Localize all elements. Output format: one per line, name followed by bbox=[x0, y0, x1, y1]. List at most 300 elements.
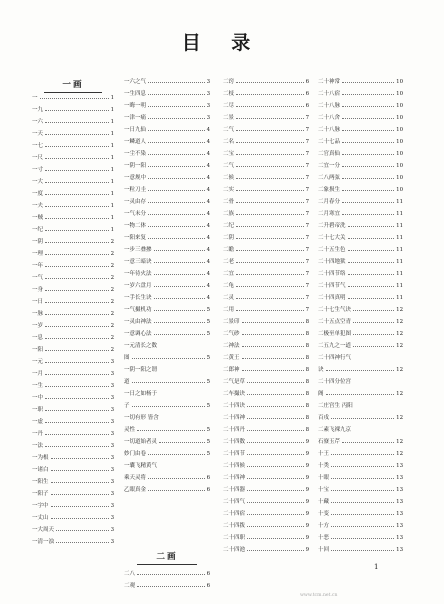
toc-entry[interactable] bbox=[32, 394, 114, 403]
toc-entry[interactable] bbox=[223, 330, 309, 339]
toc-entry-title: 一日九仙 bbox=[124, 127, 147, 133]
toc-entry-page: 4 bbox=[206, 175, 210, 181]
toc-entry[interactable] bbox=[223, 126, 309, 135]
toc-entry-title: 二十八舍 bbox=[318, 115, 341, 121]
toc-entry[interactable] bbox=[223, 174, 309, 183]
toc-entry-title: 二气砂 bbox=[223, 331, 240, 337]
toc-entry-title: 子 bbox=[124, 403, 130, 409]
toc-entry-page: 8 bbox=[305, 403, 309, 409]
dot-leader bbox=[331, 502, 394, 503]
toc-entry[interactable] bbox=[318, 402, 403, 411]
toc-entry[interactable] bbox=[124, 138, 210, 147]
toc-entry[interactable] bbox=[223, 114, 309, 123]
toc-entry-title: 十宝 bbox=[318, 487, 330, 493]
toc-entry-page: 2 bbox=[110, 251, 114, 257]
toc-entry[interactable] bbox=[318, 354, 403, 363]
toc-entry-page: 13 bbox=[396, 487, 403, 493]
toc-entry-title: 一元清长之数 bbox=[124, 343, 158, 349]
toc-entry-page: 5 bbox=[206, 331, 210, 337]
toc-entry[interactable] bbox=[318, 210, 403, 219]
dot-leader bbox=[353, 310, 394, 311]
toc-entry-page: 10 bbox=[396, 139, 403, 145]
toc-entry[interactable] bbox=[318, 186, 403, 195]
toc-entry[interactable] bbox=[223, 486, 309, 495]
dot-leader bbox=[242, 358, 304, 359]
dot-leader bbox=[45, 194, 109, 195]
toc-entry[interactable] bbox=[32, 250, 114, 259]
toc-entry[interactable] bbox=[223, 90, 309, 99]
toc-entry[interactable] bbox=[32, 358, 114, 367]
toc-entry-page: 10 bbox=[396, 175, 403, 181]
toc-entry[interactable] bbox=[124, 582, 210, 591]
toc-entry[interactable] bbox=[223, 522, 309, 531]
dot-leader bbox=[45, 314, 109, 315]
toc-entry[interactable] bbox=[124, 114, 210, 123]
toc-entry[interactable] bbox=[32, 238, 114, 247]
toc-entry-page: 3 bbox=[110, 503, 114, 509]
toc-entry[interactable] bbox=[318, 438, 403, 447]
toc-entry[interactable] bbox=[223, 246, 309, 255]
toc-entry-title: 一阳 bbox=[32, 347, 44, 353]
toc-entry[interactable] bbox=[124, 342, 210, 351]
dot-leader bbox=[45, 170, 109, 171]
toc-entry[interactable] bbox=[223, 270, 309, 279]
dot-leader bbox=[148, 154, 205, 155]
toc-entry[interactable] bbox=[124, 450, 210, 459]
toc-entry-title: 二庄宫生 丙阳 bbox=[318, 403, 353, 409]
toc-entry[interactable] bbox=[32, 190, 114, 199]
toc-entry[interactable] bbox=[32, 346, 114, 355]
dot-leader bbox=[45, 278, 109, 279]
toc-entry[interactable] bbox=[318, 258, 403, 267]
toc-entry[interactable] bbox=[124, 258, 210, 267]
toc-entry[interactable] bbox=[124, 282, 210, 291]
toc-entry[interactable] bbox=[32, 310, 114, 319]
dot-leader bbox=[342, 106, 394, 107]
toc-entry-page: 9 bbox=[305, 451, 309, 457]
toc-entry[interactable] bbox=[32, 286, 114, 295]
toc-entry-title: 二老 bbox=[223, 259, 235, 265]
dot-leader bbox=[45, 182, 109, 183]
toc-entry[interactable] bbox=[124, 150, 210, 159]
toc-entry[interactable] bbox=[124, 462, 210, 471]
toc-entry-page: 10 bbox=[396, 151, 403, 157]
toc-entry[interactable] bbox=[223, 438, 309, 447]
toc-entry-title: 一意规中 bbox=[124, 175, 147, 181]
toc-entry[interactable] bbox=[32, 214, 114, 223]
toc-entry[interactable] bbox=[124, 378, 210, 387]
toc-entry-page: 6 bbox=[305, 103, 309, 109]
toc-entry[interactable] bbox=[318, 462, 403, 471]
toc-entry-title: 妙门由卷 bbox=[124, 451, 147, 457]
toc-entry-title: 二十四神 bbox=[223, 415, 246, 421]
toc-entry[interactable] bbox=[318, 138, 403, 147]
toc-entry[interactable] bbox=[223, 546, 309, 555]
toc-entry[interactable] bbox=[32, 454, 114, 463]
toc-entry[interactable] bbox=[124, 354, 210, 363]
toc-entry[interactable] bbox=[223, 306, 309, 315]
dot-leader bbox=[148, 454, 205, 455]
toc-entry-page: 4 bbox=[206, 271, 210, 277]
toc-entry[interactable] bbox=[124, 162, 210, 171]
toc-entry-page: 7 bbox=[305, 187, 309, 193]
toc-entry[interactable] bbox=[32, 166, 114, 175]
toc-entry-title: 二十五点空青 bbox=[318, 319, 352, 325]
dot-leader bbox=[353, 334, 394, 335]
dot-leader bbox=[236, 154, 304, 155]
toc-entry-page: 10 bbox=[396, 163, 403, 169]
toc-entry[interactable] bbox=[32, 202, 114, 211]
toc-entry-title: 二十四宿 bbox=[223, 511, 246, 517]
toc-entry-title: 一天 bbox=[32, 131, 44, 137]
dot-leader bbox=[154, 334, 205, 335]
toc-entry[interactable] bbox=[223, 474, 309, 483]
dot-leader bbox=[236, 190, 304, 191]
toc-entry-title: 二十四节 bbox=[223, 451, 246, 457]
toc-entry[interactable] bbox=[32, 154, 114, 163]
toc-entry[interactable] bbox=[318, 378, 403, 387]
dot-leader bbox=[331, 478, 394, 479]
toc-entry[interactable] bbox=[318, 150, 403, 159]
toc-entry-page: 11 bbox=[396, 223, 403, 229]
toc-entry[interactable] bbox=[318, 90, 403, 99]
toc-entry[interactable] bbox=[318, 162, 403, 171]
toc-entry[interactable] bbox=[318, 474, 403, 483]
toc-entry-page: 4 bbox=[206, 199, 210, 205]
dot-leader bbox=[40, 98, 109, 99]
toc-entry[interactable] bbox=[124, 234, 210, 243]
toc-entry[interactable] bbox=[32, 466, 114, 475]
toc-entry[interactable] bbox=[32, 178, 114, 187]
toc-entry-page: 5 bbox=[206, 379, 210, 385]
toc-entry[interactable] bbox=[32, 526, 114, 535]
dot-leader bbox=[56, 530, 109, 531]
toc-entry[interactable] bbox=[223, 462, 309, 471]
toc-entry[interactable] bbox=[124, 90, 210, 99]
toc-entry[interactable] bbox=[318, 306, 403, 315]
toc-entry[interactable] bbox=[124, 474, 210, 483]
dot-leader bbox=[45, 218, 109, 219]
dot-leader bbox=[132, 406, 205, 407]
toc-entry[interactable] bbox=[223, 282, 309, 291]
toc-entry-title: 二升碧帝洗 bbox=[318, 223, 346, 229]
toc-entry[interactable] bbox=[223, 162, 309, 171]
toc-entry[interactable] bbox=[318, 414, 403, 423]
toc-entry[interactable] bbox=[318, 78, 403, 87]
toc-entry-page: 1 bbox=[110, 107, 114, 113]
toc-entry[interactable] bbox=[124, 222, 210, 231]
dot-leader bbox=[236, 262, 304, 263]
toc-entry[interactable] bbox=[32, 490, 114, 499]
toc-entry[interactable] bbox=[223, 402, 309, 411]
dot-leader bbox=[331, 550, 394, 551]
toc-entry-title: 一职 bbox=[32, 407, 44, 413]
toc-entry-page: 10 bbox=[396, 79, 403, 85]
toc-entry-title: 一诸白 bbox=[32, 467, 49, 473]
toc-entry-title: 一灵由存 bbox=[124, 199, 147, 205]
toc-entry-title: 二龟 bbox=[223, 283, 235, 289]
toc-entry[interactable] bbox=[32, 118, 114, 127]
dot-leader bbox=[331, 526, 394, 527]
dot-leader bbox=[45, 302, 109, 303]
toc-entry-title: 一步三叠掺 bbox=[124, 247, 152, 253]
toc-entry[interactable] bbox=[223, 78, 309, 87]
toc-entry[interactable] bbox=[124, 570, 210, 579]
dot-leader bbox=[45, 146, 109, 147]
toc-entry-page: 10 bbox=[396, 187, 403, 193]
dot-leader bbox=[326, 394, 395, 395]
toc-entry-page: 3 bbox=[110, 491, 114, 497]
toc-entry-title: 二窍 bbox=[223, 79, 235, 85]
toc-entry[interactable] bbox=[318, 366, 403, 375]
toc-entry[interactable] bbox=[124, 438, 210, 447]
toc-entry[interactable] bbox=[32, 226, 114, 235]
toc-entry[interactable] bbox=[318, 450, 403, 459]
toc-entry[interactable] bbox=[32, 142, 114, 151]
toc-entry[interactable] bbox=[124, 414, 210, 423]
toc-entry-title: 诀 bbox=[318, 367, 324, 373]
toc-entry[interactable] bbox=[223, 390, 309, 399]
toc-entry[interactable] bbox=[318, 534, 403, 543]
dot-leader bbox=[45, 422, 109, 423]
toc-entry[interactable] bbox=[223, 450, 309, 459]
toc-entry-title: 一灵由神法 bbox=[124, 319, 152, 325]
dot-leader bbox=[342, 178, 394, 179]
toc-entry-page: 2 bbox=[110, 299, 114, 305]
toc-entry[interactable] bbox=[124, 246, 210, 255]
toc-entry[interactable] bbox=[318, 222, 403, 231]
toc-entry[interactable] bbox=[318, 546, 403, 555]
toc-entry[interactable] bbox=[124, 486, 210, 495]
toc-entry[interactable] bbox=[32, 538, 114, 547]
dot-leader bbox=[242, 322, 304, 323]
toc-entry[interactable] bbox=[223, 150, 309, 159]
toc-entry-page: 3 bbox=[110, 467, 114, 473]
toc-entry-page: 4 bbox=[206, 247, 210, 253]
toc-entry[interactable] bbox=[318, 198, 403, 207]
toc-entry-page: 1 bbox=[110, 179, 114, 185]
dot-leader bbox=[148, 490, 205, 491]
toc-entry-page: 8 bbox=[305, 367, 309, 373]
toc-entry[interactable] bbox=[32, 382, 114, 391]
toc-entry-title: 图 bbox=[124, 355, 130, 361]
toc-entry-page: 1 bbox=[110, 155, 114, 161]
toc-entry-page: 3 bbox=[110, 443, 114, 449]
toc-entry[interactable] bbox=[32, 130, 114, 139]
toc-entry[interactable] bbox=[223, 222, 309, 231]
toc-entry-page: 11 bbox=[396, 199, 403, 205]
toc-entry[interactable] bbox=[223, 366, 309, 375]
section-heading-label: 二画 bbox=[156, 552, 178, 562]
toc-entry[interactable] bbox=[318, 498, 403, 507]
toc-entry-page: 1 bbox=[110, 95, 114, 101]
dot-leader bbox=[236, 118, 304, 119]
toc-entry[interactable] bbox=[318, 114, 403, 123]
toc-entry[interactable] bbox=[318, 426, 403, 435]
toc-entry[interactable] bbox=[124, 318, 210, 327]
toc-entry[interactable] bbox=[32, 406, 114, 415]
toc-entry-title: 一清一浊 bbox=[32, 539, 55, 545]
dot-leader bbox=[148, 142, 205, 143]
toc-entry-page: 9 bbox=[305, 523, 309, 529]
section-heading-yi-hua bbox=[32, 78, 114, 93]
toc-entry[interactable] bbox=[124, 402, 210, 411]
toc-entry-title: 二极至单犯图 bbox=[318, 331, 352, 337]
toc-entry[interactable] bbox=[32, 502, 114, 511]
toc-entry[interactable] bbox=[124, 174, 210, 183]
dot-leader bbox=[51, 470, 109, 471]
toc-entry-title: 一粒刀圭 bbox=[124, 187, 147, 193]
toc-entry[interactable] bbox=[318, 174, 403, 183]
toc-entry-title: 十回 bbox=[318, 547, 330, 553]
toc-entry[interactable] bbox=[32, 370, 114, 379]
toc-entry[interactable] bbox=[223, 426, 309, 435]
toc-entry[interactable] bbox=[318, 318, 403, 327]
toc-entry[interactable] bbox=[318, 486, 403, 495]
toc-entry-title: 一息 bbox=[32, 335, 44, 341]
toc-entry[interactable] bbox=[124, 210, 210, 219]
toc-entry-title: 二景 bbox=[223, 115, 235, 121]
toc-entry[interactable] bbox=[223, 354, 309, 363]
divider bbox=[44, 92, 101, 93]
toc-entry[interactable] bbox=[223, 534, 309, 543]
dot-leader bbox=[236, 178, 304, 179]
toc-entry[interactable] bbox=[124, 198, 210, 207]
toc-entry[interactable] bbox=[32, 442, 114, 451]
toc-entry[interactable] bbox=[223, 318, 309, 327]
toc-entry[interactable] bbox=[223, 510, 309, 519]
toc-entry[interactable] bbox=[32, 334, 114, 343]
toc-entry[interactable] bbox=[32, 106, 114, 115]
toc-entry[interactable] bbox=[32, 322, 114, 331]
toc-entry-page: 5 bbox=[206, 319, 210, 325]
toc-entry[interactable] bbox=[223, 138, 309, 147]
toc-entry[interactable] bbox=[124, 294, 210, 303]
dot-leader bbox=[45, 266, 109, 267]
toc-entry[interactable] bbox=[318, 330, 403, 339]
toc-entry-page: 4 bbox=[206, 259, 210, 265]
toc-entry-page: 9 bbox=[305, 463, 309, 469]
toc-entry[interactable] bbox=[124, 426, 210, 435]
toc-entry[interactable] bbox=[223, 414, 309, 423]
toc-entry-page: 13 bbox=[396, 547, 403, 553]
toc-entry[interactable] bbox=[318, 390, 403, 399]
toc-entry-title: 一阳来复 bbox=[124, 235, 147, 241]
toc-entry-title: 十藏 bbox=[318, 499, 330, 505]
toc-entry[interactable] bbox=[124, 78, 210, 87]
dot-leader bbox=[45, 206, 109, 207]
toc-entry[interactable] bbox=[318, 270, 403, 279]
toc-entry-page: 2 bbox=[110, 263, 114, 269]
toc-entry-title: 二尽 bbox=[223, 103, 235, 109]
dot-leader bbox=[247, 478, 304, 479]
toc-entry[interactable] bbox=[124, 186, 210, 195]
toc-entry-title: 阁 bbox=[318, 391, 324, 397]
toc-entry[interactable] bbox=[318, 246, 403, 255]
toc-entry-page: 11 bbox=[396, 283, 403, 289]
toc-entry-page: 10 bbox=[396, 115, 403, 121]
toc-entry-title: 一囊飞精黄气 bbox=[124, 463, 158, 469]
dot-leader bbox=[247, 538, 304, 539]
toc-entry[interactable] bbox=[124, 390, 210, 399]
toc-entry-title: 二黄王 bbox=[223, 355, 240, 361]
toc-entry-title: 一鳞道人 bbox=[124, 139, 147, 145]
toc-entry[interactable] bbox=[32, 514, 114, 523]
dot-leader bbox=[236, 250, 304, 251]
toc-entry[interactable] bbox=[318, 126, 403, 135]
toc-entry[interactable] bbox=[32, 478, 114, 487]
toc-entry[interactable] bbox=[223, 198, 309, 207]
toc-entry-title: 二十四器 bbox=[223, 487, 246, 493]
toc-entry[interactable] bbox=[124, 126, 210, 135]
toc-entry[interactable] bbox=[318, 282, 403, 291]
toc-entry[interactable] bbox=[318, 234, 403, 243]
toc-entry[interactable] bbox=[124, 366, 210, 375]
toc-entry-page: 3 bbox=[110, 395, 114, 401]
toc-entry[interactable] bbox=[223, 498, 309, 507]
toc-entry[interactable] bbox=[223, 294, 309, 303]
toc-entry[interactable] bbox=[318, 342, 403, 351]
toc-entry[interactable] bbox=[223, 342, 309, 351]
toc-entry[interactable] bbox=[32, 94, 114, 103]
dot-leader bbox=[348, 238, 395, 239]
toc-entry[interactable] bbox=[32, 274, 114, 283]
dot-leader bbox=[45, 242, 109, 243]
dot-leader bbox=[236, 106, 304, 107]
toc-entry[interactable] bbox=[223, 210, 309, 219]
toc-entry[interactable] bbox=[223, 258, 309, 267]
toc-entry-page: 5 bbox=[206, 439, 210, 445]
toc-entry-title: 二十七大关 bbox=[318, 235, 346, 241]
toc-entry[interactable] bbox=[318, 102, 403, 111]
dot-leader bbox=[137, 430, 205, 431]
toc-entry-page: 8 bbox=[305, 391, 309, 397]
toc-entry[interactable] bbox=[32, 430, 114, 439]
toc-entry-page: 3 bbox=[110, 359, 114, 365]
toc-entry-title: 一身 bbox=[32, 287, 44, 293]
dot-leader bbox=[45, 110, 109, 111]
toc-entry[interactable] bbox=[318, 294, 403, 303]
toc-entry-title: 一生 bbox=[32, 383, 44, 389]
toc-entry[interactable] bbox=[223, 102, 309, 111]
toc-entry[interactable] bbox=[32, 298, 114, 307]
dot-leader bbox=[331, 454, 394, 455]
toc-entry-title: 一为根 bbox=[32, 455, 49, 461]
toc-entry[interactable] bbox=[124, 330, 210, 339]
toc-entry-page: 1 bbox=[110, 227, 114, 233]
toc-entry[interactable] bbox=[32, 262, 114, 271]
toc-entry-title: 二十八宿 bbox=[318, 91, 341, 97]
toc-entry-page: 13 bbox=[396, 499, 403, 505]
toc-entry-title: 二十神常 bbox=[318, 79, 341, 85]
toc-entry[interactable] bbox=[124, 102, 210, 111]
dot-leader bbox=[45, 362, 109, 363]
toc-entry[interactable] bbox=[223, 186, 309, 195]
toc-entry-page: 3 bbox=[110, 515, 114, 521]
toc-entry[interactable] bbox=[124, 270, 210, 279]
toc-entry-title: 二车撮诀 bbox=[223, 391, 246, 397]
dot-leader bbox=[353, 322, 394, 323]
toc-entry[interactable] bbox=[32, 418, 114, 427]
toc-entry[interactable] bbox=[124, 306, 210, 315]
toc-entry[interactable] bbox=[318, 510, 403, 519]
dot-leader bbox=[342, 94, 394, 95]
dot-leader bbox=[236, 274, 304, 275]
toc-entry[interactable] bbox=[318, 522, 403, 531]
toc-entry[interactable] bbox=[223, 378, 309, 387]
toc-entry-title: 一阳子 bbox=[32, 491, 49, 497]
toc-entry[interactable] bbox=[223, 234, 309, 243]
